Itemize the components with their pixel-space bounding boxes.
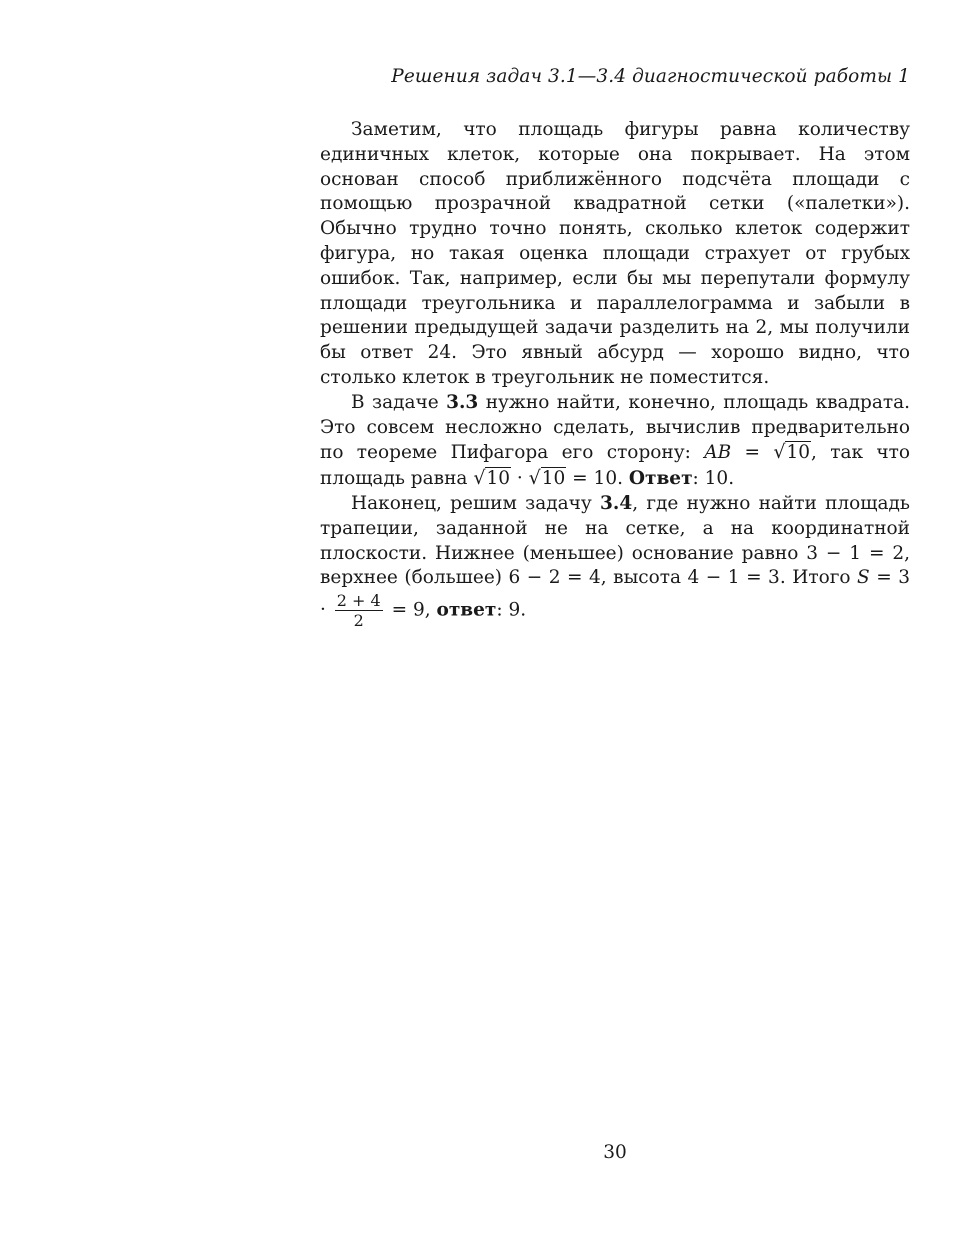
radicand: 10 <box>486 468 510 490</box>
fraction-numerator: 2 + 4 <box>336 591 381 611</box>
paragraph-1: Заметим, что площадь фигуры равна количеству единичных клеток, которые она покрывает. На этом основан способ приближённого подсчёта площади с помощью прозрачной квадратной сетки («палетки»). Обычно трудно точно понять, сколько клеток содержит фигура, но такая оценка площади страхует от грубых ошибок. Так, например, если бы мы перепутали формулу площади треугольника и параллелограмма и забыли в решении предыдущей задачи разделить на 2, мы получили бы ответ 24. Это явный абсурд — хорошо видно, что столько клеток в треугольник не поместится. <box>320 119 910 388</box>
sqrt-10-b <box>473 468 511 489</box>
page-number: 30 <box>603 1142 627 1163</box>
answer-value: : 10. <box>692 468 735 490</box>
paragraph-3 <box>320 492 910 630</box>
radicand: 10 <box>786 442 811 464</box>
sqrt-sign: √ <box>473 467 486 490</box>
paragraph-2-text-1: В задаче <box>351 391 447 413</box>
sqrt-sign: √ <box>773 441 786 464</box>
paragraph-2-text-3: , так что площадь равна <box>320 442 910 490</box>
radicand: 10 <box>541 468 566 490</box>
equals-ten: = 10. <box>566 468 629 490</box>
equals-sign: = <box>731 442 774 464</box>
sqrt-sign: √ <box>528 467 541 490</box>
answer-label: ответ <box>436 599 497 621</box>
multiply-dot: · <box>510 468 529 490</box>
task-ref-3-3: 3.3 <box>446 391 479 413</box>
body-text <box>320 118 910 630</box>
fraction <box>335 591 383 630</box>
paragraph-2-text-2: нужно найти, конечно, площадь квадрата. Это совсем несложно сделать, вычислив предварительно по теореме Пифагора его сторону: <box>320 391 910 464</box>
equation-part: = 3 · <box>320 567 910 621</box>
paragraph-2 <box>320 391 910 492</box>
var-ab: AB <box>704 442 732 464</box>
sqrt-10-a <box>773 442 811 463</box>
var-s: S <box>857 567 870 589</box>
equation-result: = 9, <box>385 599 437 621</box>
paragraph-3-text-2: , где нужно найти площадь трапеции, заданной не на сетке, а на координатной плоскости. Нижнее (меньшее) основание равно 3 − 1 = 2, верхнее (большее) 6 − 2 = 4, высота 4 − 1 = 3. Итого <box>320 492 910 589</box>
running-header: Решения задач 3.1—3.4 диагностической работы 1 <box>391 66 910 87</box>
sqrt-10-c <box>529 468 567 489</box>
task-ref-3-4: 3.4 <box>600 492 633 514</box>
answer-label: Ответ <box>628 468 693 490</box>
answer-value: : 9. <box>496 599 527 621</box>
paragraph-3-text-1: Наконец, решим задачу <box>351 492 601 514</box>
fraction-denominator: 2 <box>353 611 364 631</box>
